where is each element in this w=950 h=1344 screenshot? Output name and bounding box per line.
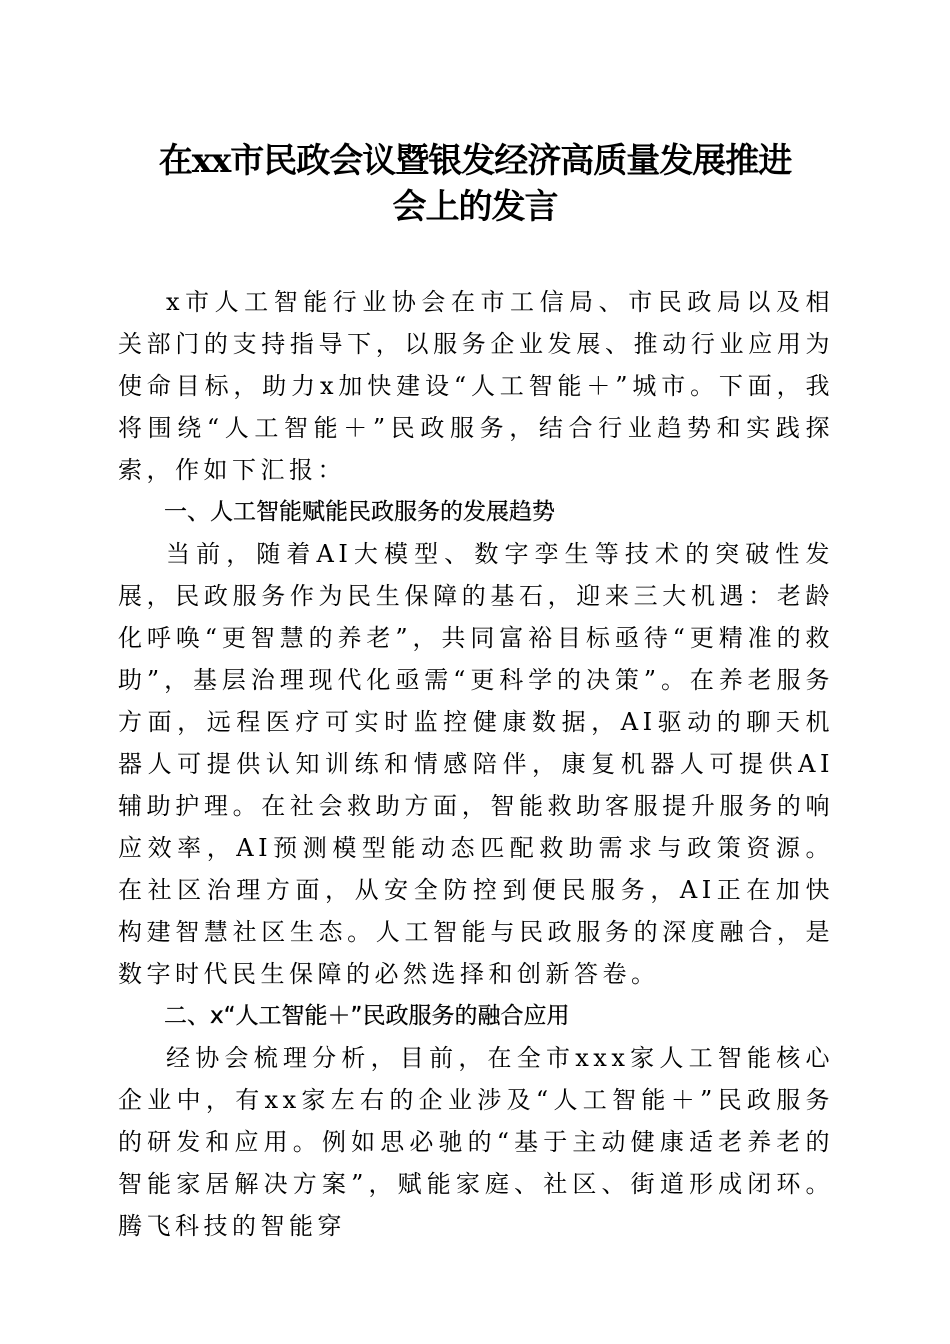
section-1-heading: 一、人工智能赋能民政服务的发展趋势: [164, 499, 555, 525]
intro-paragraph: x市人工智能行业协会在市工信局、市民政局以及相关部门的支持指导下，以服务企业发展、推动行业应用为使命目标，助力x加快建设“人工智能＋”城市。下面，我将围绕“人工智能＋”民政服务，结合行业趋势和实践探索，作如下汇报：: [118, 288, 834, 484]
section-2-paragraph: 经协会梳理分析，目前，在全市xxx家人工智能核心企业中，有xx家左右的企业涉及“人工智能＋”民政服务的研发和应用。例如思必驰的“基于主动健康适老养老的智能家居解决方案”，赋能家庭、社区、街道形成闭环。腾飞科技的智能穿: [118, 1044, 834, 1240]
document-body: [118, 281, 834, 1247]
title-line-1: 在xx市民政会议暨银发经济高质量发展推进: [158, 141, 792, 181]
page-title: [100, 138, 850, 230]
section-1-paragraph: 当前，随着AI大模型、数字孪生等技术的突破性发展，民政服务作为民生保障的基石，迎来三大机遇：老龄化呼唤“更智慧的养老”，共同富裕目标亟待“更精准的救助”，基层治理现代化亟需“更科学的决策”。在养老服务方面，远程医疗可实时监控健康数据，AI驱动的聊天机器人可提供认知训练和情感陪伴，康复机器人可提供AI辅助护理。在社会救助方面，智能救助客服提升服务的响应效率，AI预测模型能动态匹配救助需求与政策资源。在社区治理方面，从安全防控到便民服务，AI正在加快构建智慧社区生态。人工智能与民政服务的深度融合，是数字时代民生保障的必然选择和创新答卷。: [118, 540, 834, 988]
section-2-heading: 二、x“人工智能＋”民政服务的融合应用: [164, 1003, 570, 1029]
title-line-2: 会上的发言: [392, 187, 558, 227]
